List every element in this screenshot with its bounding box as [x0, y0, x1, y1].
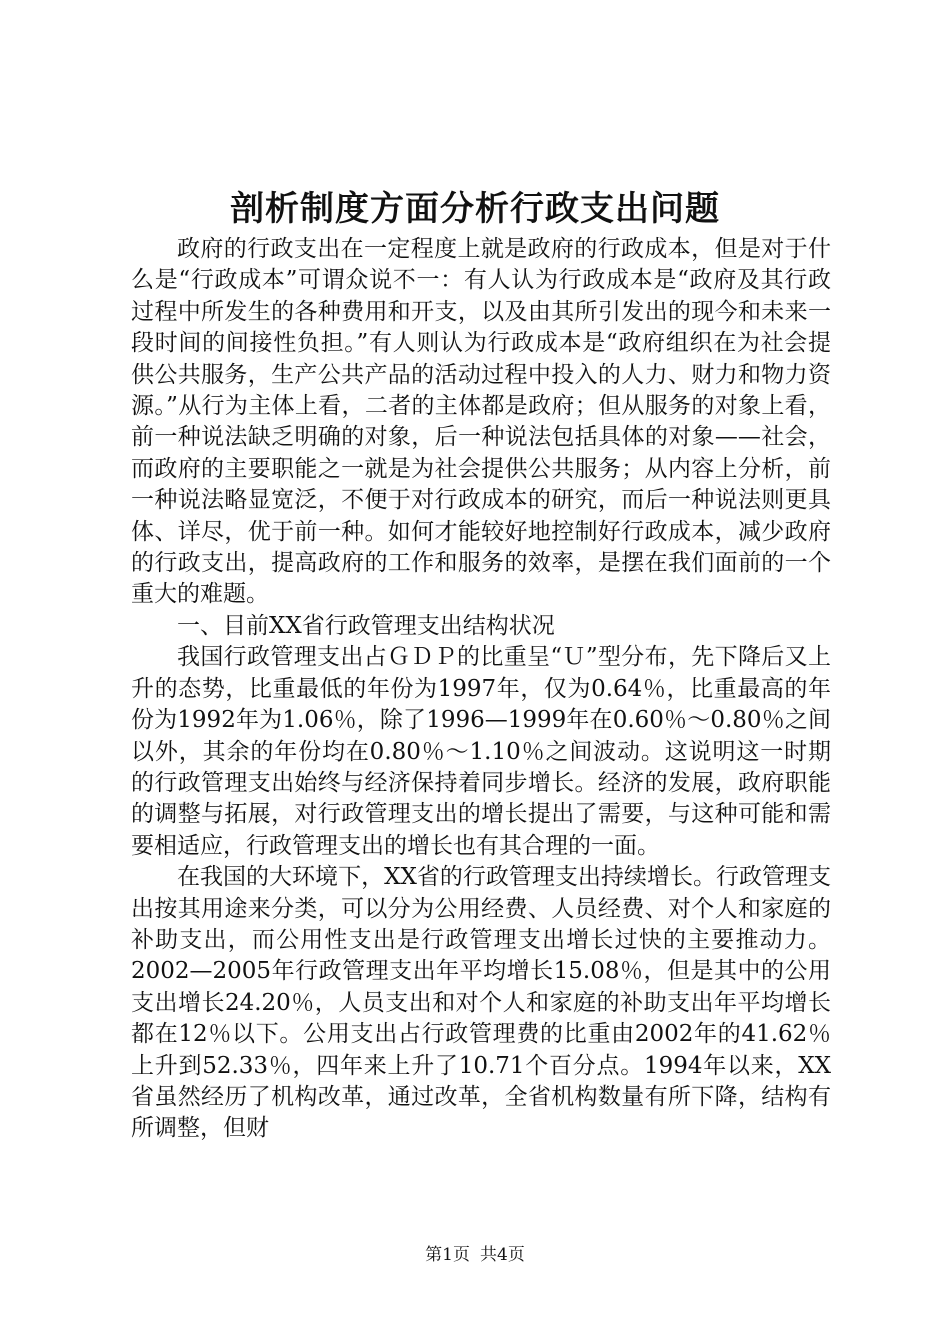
- document-body: [131, 234, 831, 1145]
- page-total: 共4页: [480, 1245, 525, 1265]
- document-title: 剖析制度方面分析行政支出问题: [230, 189, 720, 229]
- page-number: 第1页: [425, 1245, 470, 1265]
- paragraph-intro: 政府的行政支出在一定程度上就是政府的行政成本，但是对于什么是“行政成本”可谓众说不一：有人认为行政成本是“政府及其行政过程中所发生的各种费用和开支，以及由其所引发出的现今和未来一段时间的间接性负担。”有人则认为行政成本是“政府组织在为社会提供公共服务，生产公共产品的活动过程中投入的人力、财力和物力资源。”从行为主体上看，二者的主体都是政府；但从服务的对象上看，前一种说法缺乏明确的对象，后一种说法包括具体的对象——社会，而政府的主要职能之一就是为社会提供公共服务；从内容上分析，前一种说法略显宽泛，不便于对行政成本的研究，而后一种说法则更具体、详尽，优于前一种。如何才能较好地控制好行政成本，减少政府的行政支出，提高政府的工作和服务的效率，是摆在我们面前的一个重大的难题。: [131, 236, 831, 608]
- paragraph-province-growth: 在我国的大环境下，XX省的行政管理支出持续增长。行政管理支出按其用途来分类，可以分为公用经费、人员经费、对个人和家庭的补助支出，而公用性支出是行政管理支出增长过快的主要推动力。2002—2005年行政管理支出年平均增长15.08％，但是其中的公用支出增长24.20％，人员支出和对个人和家庭的补助支出年平均增长都在12％以下。公用支出占行政管理费的比重由2002年的41.62％上升到52.33％，四年来上升了10.71个百分点。1994年以来，XX省虽然经历了机构改革，通过改革，全省机构数量有所下降，结构有所调整，但财: [131, 864, 831, 1142]
- paragraph-national-trend: 我国行政管理支出占ＧＤＰ的比重呈“Ｕ”型分布，先下降后又上升的态势，比重最低的年份为1997年，仅为0.64％，比重最高的年份为1992年为1.06％，除了1996—1999年在0.60％～0.80％之间以外，其余的年份均在0.80％～1.10％之间波动。这说明这一时期的行政管理支出始终与经济保持着同步增长。经济的发展，政府职能的调整与拓展，对行政管理支出的增长提出了需要，与这种可能和需要相适应，行政管理支出的增长也有其合理的一面。: [131, 644, 831, 859]
- page-footer: [0, 1243, 950, 1267]
- section-heading: 一、目前XX省行政管理支出结构状况: [177, 612, 555, 639]
